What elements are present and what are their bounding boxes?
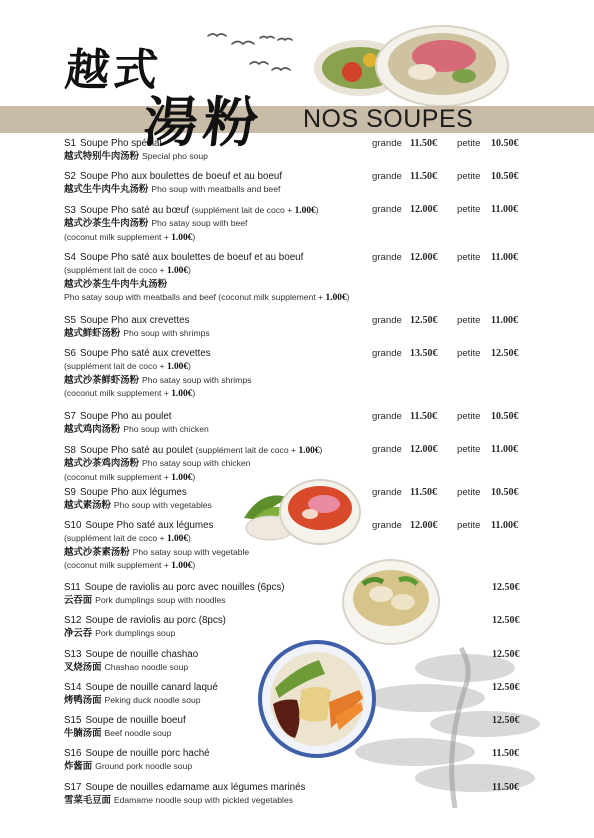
coconut-supplement-suffix: ) xyxy=(188,265,191,276)
pho-bowl-photo xyxy=(312,20,512,108)
item-code: S5 xyxy=(64,315,76,326)
item-name-fr: Soupe Pho aux boulettes de boeuf et au boeuf xyxy=(79,171,283,182)
coconut-supplement-prefix: (supplément lait de coco + xyxy=(64,265,167,276)
grande-label: grande xyxy=(372,348,402,359)
grande-price: 12.00€ xyxy=(410,520,438,531)
item-name-cn: 越式沙茶生牛肉汤粉 xyxy=(64,218,149,230)
item-code: S2 xyxy=(64,171,76,182)
petite-price: 11.00€ xyxy=(491,315,518,326)
coconut-supplement-prefix: (supplément lait de coco + xyxy=(64,361,167,372)
item-code: S10 xyxy=(64,520,82,531)
grande-label: grande xyxy=(372,520,402,531)
coconut-supplement-prefix: (supplément lait de coco + xyxy=(191,205,295,215)
item-name-fr: Soupe Pho saté aux légumes xyxy=(85,520,214,531)
grande-price: 11.50€ xyxy=(410,138,437,149)
item-name-fr: Soupe de nouille chashao xyxy=(85,649,199,660)
petite-price: 11.00€ xyxy=(491,520,518,531)
item-name-fr: Soupe Pho saté aux boulettes de boeuf et au boeuf xyxy=(79,252,304,263)
petite-price: 11.00€ xyxy=(491,204,518,215)
grande-price: 12.50€ xyxy=(410,315,438,326)
item-code: S11 xyxy=(64,582,81,593)
item-code: S9 xyxy=(64,487,76,498)
coconut-note-price: 1.00€ xyxy=(171,560,193,571)
item-name-en: Pho satay soup with chicken xyxy=(142,458,251,469)
item-name-cn: 烤鸭汤面 xyxy=(64,695,102,707)
price-s14: 12.50€ xyxy=(492,682,520,693)
item-name-en: Ground pork noodle soup xyxy=(95,761,193,772)
title-chinese-bottom: 湯粉 xyxy=(140,90,267,154)
petite-label: petite xyxy=(457,315,481,326)
item-name-cn: 越式沙茶生牛肉牛丸汤粉 xyxy=(64,278,168,290)
header-band xyxy=(0,106,594,133)
coconut-note-suffix: ) xyxy=(192,387,196,398)
menu-item-s11 xyxy=(64,582,534,608)
menu-item-s15 xyxy=(64,715,534,741)
item-name-en: Edamame noodle soup with pickled vegetables xyxy=(113,795,294,806)
coconut-note-price: 1.00€ xyxy=(171,472,193,483)
item-name-en: Chashao noodle soup xyxy=(104,662,189,673)
item-name-fr: Soupe Pho aux crevettes xyxy=(79,315,190,326)
item-name-fr: Soupe de nouille porc haché xyxy=(85,748,210,759)
item-name-en: Beef noodle soup xyxy=(104,728,172,739)
price-s11: 12.50€ xyxy=(492,582,520,593)
grande-label: grande xyxy=(372,204,402,215)
grande-label: grande xyxy=(372,171,402,182)
petite-price: 11.00€ xyxy=(491,444,518,455)
coconut-note-prefix: (coconut milk supplement + xyxy=(64,471,172,482)
item-name-en: Special pho soup xyxy=(142,151,208,162)
price-s12: 12.50€ xyxy=(492,615,520,626)
item-name-fr: Soupe Pho au poulet xyxy=(79,411,172,422)
grande-price: 12.00€ xyxy=(410,204,438,215)
item-code: S12 xyxy=(64,615,82,626)
item-code: S16 xyxy=(64,748,82,759)
item-name-fr: Soupe de nouilles edamame aux légumes marinés xyxy=(85,782,306,793)
price-s15: 12.50€ xyxy=(492,715,520,726)
item-code: S1 xyxy=(64,138,76,149)
coconut-supplement-prefix: (supplément lait de coco + xyxy=(64,533,167,544)
menu-item-s17 xyxy=(64,782,534,808)
grande-price: 13.50€ xyxy=(410,348,438,359)
price-s17: 11.50€ xyxy=(492,782,519,793)
grande-label: grande xyxy=(372,411,402,422)
coconut-supplement-suffix: ) xyxy=(188,361,191,372)
item-code: S7 xyxy=(64,411,76,422)
coconut-supplement-price: 1.00€ xyxy=(294,206,316,216)
item-code: S14 xyxy=(64,682,82,693)
grande-price: 11.50€ xyxy=(410,411,437,422)
coconut-supplement-price: 1.00€ xyxy=(166,266,189,277)
item-name-cn: 越式沙茶鸡肉汤粉 xyxy=(64,458,140,470)
menu-item-s16 xyxy=(64,748,534,774)
coconut-supplement-suffix: ) xyxy=(315,205,319,215)
item-name-en: Pho soup with meatballs and beef xyxy=(151,184,281,195)
petite-price: 10.50€ xyxy=(491,411,519,422)
item-name-en: Pho satay soup with shrimps xyxy=(142,374,252,385)
coconut-note-prefix: (coconut milk supplement + xyxy=(64,559,172,570)
item-name-cn: 牛腩汤面 xyxy=(64,728,102,740)
petite-price: 12.50€ xyxy=(491,348,519,359)
item-name-en-prefix: Pho satay soup with meatballs and beef (coconut milk supplement + xyxy=(64,291,326,302)
menu-item-s12 xyxy=(64,615,534,641)
item-code: S8 xyxy=(64,445,76,456)
item-name-cn: 越式生牛肉牛丸汤粉 xyxy=(64,184,149,196)
coconut-supplement-price: 1.00€ xyxy=(166,362,189,373)
coconut-note-suffix: ) xyxy=(192,231,196,242)
birds-illustration xyxy=(200,28,310,78)
coconut-note-price: 1.00€ xyxy=(325,292,347,303)
coconut-note-price: 1.00€ xyxy=(171,388,193,399)
petite-label: petite xyxy=(457,411,481,422)
coconut-note-prefix: (coconut milk supplement + xyxy=(64,231,172,242)
price-s13: 12.50€ xyxy=(492,649,520,660)
item-name-en: Pork dumplings soup xyxy=(95,628,176,639)
petite-price: 10.50€ xyxy=(491,171,519,182)
section-title: NOS SOUPES xyxy=(303,105,474,133)
grande-label: grande xyxy=(372,444,402,455)
coconut-note-prefix: (coconut milk supplement + xyxy=(64,387,172,398)
item-name-cn: 越式鲜虾汤粉 xyxy=(64,328,121,340)
grande-label: grande xyxy=(372,315,402,326)
grande-label: grande xyxy=(372,138,402,149)
item-name-fr: Soupe de nouille canard laqué xyxy=(85,682,218,693)
item-name-cn: 越式特别牛肉汤粉 xyxy=(64,151,140,163)
item-name-fr: Soupe de nouille boeuf xyxy=(85,715,186,726)
item-name-fr: Soupe de raviolis au porc (8pcs) xyxy=(85,615,226,626)
petite-price: 10.50€ xyxy=(491,138,519,149)
item-code: S13 xyxy=(64,649,82,660)
item-name-fr: Soupe Pho saté au poulet xyxy=(79,445,193,456)
grande-price: 12.00€ xyxy=(410,444,438,455)
petite-label: petite xyxy=(457,520,481,531)
petite-label: petite xyxy=(457,138,481,149)
item-name-cn: 雪菜毛豆面 xyxy=(64,795,111,807)
petite-price: 11.00€ xyxy=(491,252,518,263)
item-name-fr: Soupe Pho spécial xyxy=(79,138,162,149)
item-name-fr: Soupe Pho aux légumes xyxy=(79,487,187,498)
item-name-en: Pho soup with shrimps xyxy=(123,328,210,339)
grande-price: 11.50€ xyxy=(410,487,437,498)
coconut-supplement-price: 1.00€ xyxy=(298,446,320,456)
coconut-supplement-price: 1.00€ xyxy=(166,534,189,545)
item-name-en: Pho soup with vegetables xyxy=(113,500,212,511)
item-name-en: Pho satay soup with vegetable xyxy=(132,546,250,557)
item-name-en: Pho satay soup with beef xyxy=(151,218,248,229)
coconut-note-suffix: ) xyxy=(192,559,196,570)
item-code: S6 xyxy=(64,348,76,359)
grande-price: 12.00€ xyxy=(410,252,438,263)
item-name-en: Pork dumplings soup with noodles xyxy=(95,595,226,606)
item-name-cn: 越式素汤粉 xyxy=(64,500,111,512)
item-name-en-suffix: ) xyxy=(346,291,350,302)
item-name-cn: 越式沙茶鲜虾汤粉 xyxy=(64,374,140,386)
item-name-cn: 炸酱面 xyxy=(64,761,93,773)
item-code: S4 xyxy=(64,252,76,263)
petite-label: petite xyxy=(457,171,481,182)
item-code: S17 xyxy=(64,782,82,793)
coconut-supplement-prefix: (supplément lait de coco + xyxy=(195,445,299,455)
petite-label: petite xyxy=(457,204,481,215)
coconut-note-suffix: ) xyxy=(192,471,196,482)
price-s16: 11.50€ xyxy=(492,748,519,759)
item-name-cn: 云吞面 xyxy=(64,595,93,607)
grande-price: 11.50€ xyxy=(410,171,437,182)
item-name-fr: Soupe Pho saté aux crevettes xyxy=(79,348,211,359)
menu-item-s14 xyxy=(64,682,534,708)
petite-label: petite xyxy=(457,487,481,498)
item-name-cn: 越式沙茶素汤粉 xyxy=(64,546,130,558)
item-name-en: Peking duck noodle soup xyxy=(104,695,201,706)
item-name-cn: 净云吞 xyxy=(64,628,93,640)
item-name-cn: 越式鸡肉汤粉 xyxy=(64,424,121,436)
menu-item-s13 xyxy=(64,649,534,675)
item-name-fr: Soupe Pho saté au bœuf xyxy=(79,205,189,216)
item-code: S3 xyxy=(64,205,76,216)
coconut-note-price: 1.00€ xyxy=(171,232,193,243)
title-chinese-top: 越式 xyxy=(62,45,165,96)
petite-price: 10.50€ xyxy=(491,487,519,498)
grande-label: grande xyxy=(372,487,402,498)
coconut-supplement-suffix: ) xyxy=(188,533,191,544)
item-name-fr: Soupe de raviolis au porc avec nouilles (6pcs) xyxy=(84,582,285,593)
item-name-cn: 叉烧汤面 xyxy=(64,662,102,674)
grande-label: grande xyxy=(372,252,402,263)
petite-label: petite xyxy=(457,252,481,263)
petite-label: petite xyxy=(457,444,481,455)
coconut-supplement-suffix: ) xyxy=(319,445,323,455)
petite-label: petite xyxy=(457,348,481,359)
item-name-en: Pho soup with chicken xyxy=(123,424,209,435)
item-code: S15 xyxy=(64,715,82,726)
